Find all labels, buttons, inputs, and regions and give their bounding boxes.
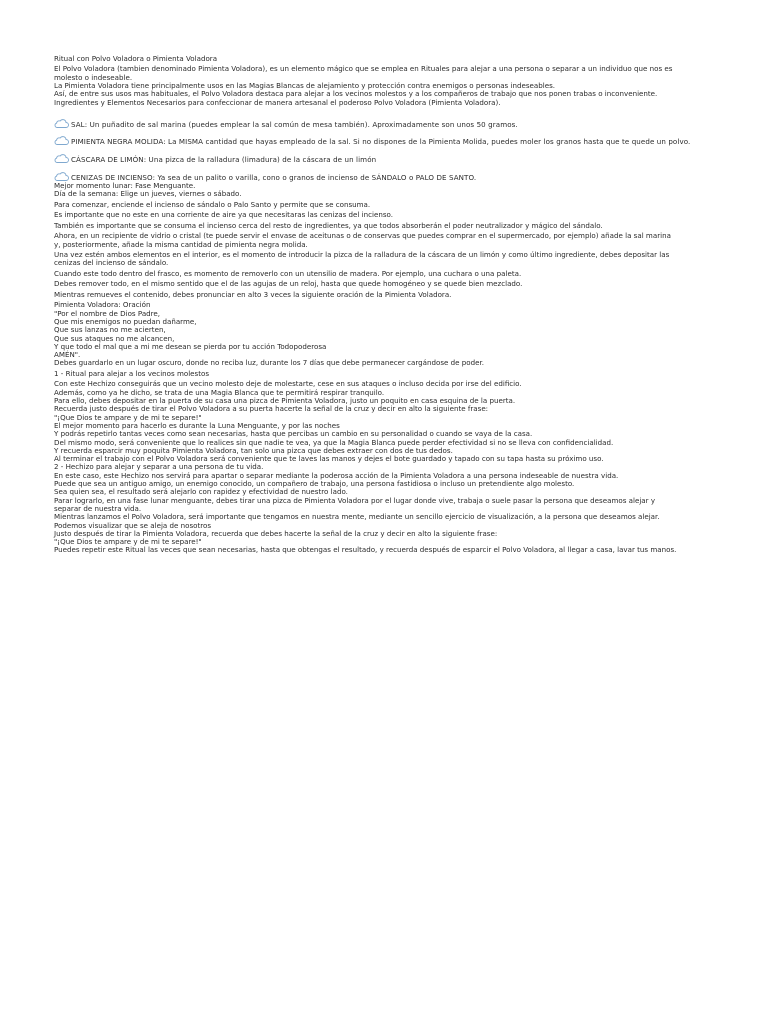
body-line: Mientras lanzamos el Polvo Voladora, será importante que tengamos en nuestra mente, mediante un sencillo ejercicio de visualización, a la persona que deseamos alejar. bbox=[54, 512, 660, 522]
cloud-icon bbox=[54, 171, 69, 182]
body-line: Para ello, debes depositar en la puerta de su casa una pizca de Pimienta Voladora, justo un poquito en casa esquina de la puerta. bbox=[54, 396, 516, 406]
body-line: Y recuerda esparcir muy poquita Pimienta Voladora, tan solo una pizca que debes extraer con dos de tus dedos. bbox=[54, 445, 453, 455]
prayer-block bbox=[54, 310, 716, 368]
cloud-icon bbox=[54, 135, 69, 146]
prayer-line: Que mis enemigos no puedan dañarme, bbox=[54, 317, 197, 326]
intro-line: La Pimienta Voladora tiene principalmente usos en las Magias Blancas de alejamiento y protección contra enemigos o personas indeseables. bbox=[54, 81, 556, 91]
section-1-body bbox=[54, 380, 716, 554]
body-line: Además, como ya he dicho, se trata de una Magia Blanca que te permitirá respirar tranquilo. bbox=[54, 387, 385, 397]
step-paragraph: Cuando este todo dentro del frasco, es momento de removerlo con un utensilio de madera. Por ejemplo, una cuchara o una paleta. bbox=[54, 268, 522, 278]
ingredient-item: CENIZAS DE INCIENSO: Ya sea de un palito o varilla, cono o granos de incienso de SÁNDALO o PALO DE SANTO. bbox=[54, 174, 716, 182]
step-paragraph: Es importante que no este en una corriente de aire ya que necesitaras las cenizas del incienso. bbox=[54, 210, 394, 220]
body-line: Puedes repetir este Ritual las veces que sean necesarias, hasta que obtengas el resultado, y recuerda después de esparcir el Polvo Voladora, al llegar a casa, lavar tus manos. bbox=[54, 545, 677, 555]
intro-block bbox=[54, 65, 716, 106]
body-line: Parar lograrlo, en una fase lunar menguante, debes tirar una pizca de Pimienta Voladora por el lugar donde vive, trabaja o suele pasar la persona que deseamos alejar y bbox=[54, 495, 656, 505]
body-line: Justo después de tirar la Pimienta Voladora, recuerda que debes hacerte la señal de la cruz y decir en alto la siguiente frase: bbox=[54, 528, 498, 538]
section-1-title: 1 - Ritual para alejar a los vecinos molestos bbox=[54, 368, 210, 378]
ingredient-item: SAL: Un puñadito de sal marina (puedes emplear la sal común de mesa también). Aproximadamente son unos 50 gramos. bbox=[54, 121, 716, 129]
body-line: Podemos visualizar que se aleja de nosotros bbox=[54, 520, 212, 530]
body-line: "¡Que Dios te ampare y de mi te separe!" bbox=[54, 537, 202, 547]
body-line: "¡Que Dios te ampare y de mi te separe!" bbox=[54, 412, 202, 422]
section-2-title: 2 - Hechizo para alejar y separar a una persona de tu vida. bbox=[54, 462, 264, 472]
document-title: Ritual con Polvo Voladora o Pimienta Voladora bbox=[54, 54, 218, 63]
prayer-line: "Por el nombre de Dios Padre, bbox=[54, 308, 161, 318]
body-line: Al terminar el trabajo con el Polvo Voladora será conveniente que te laves las manos y dejes el bote guardado y tapado con su tapa hasta su próximo uso. bbox=[54, 454, 604, 464]
body-line: En este caso, este Hechizo nos servirá para apartar o separar mediante la poderosa acción de la Pimienta Voladora a una persona indeseable de nuestra vida. bbox=[54, 470, 619, 480]
intro-line: Así, de entre sus usos mas habituales, el Polvo Voladora destaca para alejar a los vecinos molestos y a los compañeros de trabajo que nos ponen trabas o inconveniente. bbox=[54, 89, 658, 99]
ingredient-item: CÁSCARA DE LIMÓN: Una pizca de la ralladura (limadura) de la cáscara de un limón bbox=[54, 156, 716, 164]
step-paragraph: Debes remover todo, en el mismo sentido que el de las agujas de un reloj, hasta que quede homogéneo y se quede bien mezclado. bbox=[54, 279, 523, 289]
document-page bbox=[54, 55, 716, 555]
prayer-line: Y que todo el mal que a mi me desean se pierda por tu acción Todopoderosa bbox=[54, 341, 327, 351]
body-line: Del mismo modo, será conveniente que lo realices sin que nadie te vea, ya que la Magia Blanca puede perder efectividad si no se lleva con confidencialidad. bbox=[54, 437, 614, 447]
prayer-title: Pimienta Voladora: Oración bbox=[54, 300, 151, 310]
step-paragraph: Ahora, en un recipiente de vidrio o cristal (te puede servir el envase de aceitunas o de conservas que puedes comprar en el supermercado, por ejemplo) añade la sal marina y, posteriormente, añade la misma cantidad de pimienta negra molida. bbox=[54, 231, 671, 249]
ingredients-list bbox=[54, 121, 716, 182]
step-paragraph: También es importante que se consuma el incienso cerca del resto de ingredientes, ya que todos absorberán el poder neutralizador y mágico del sándalo. bbox=[54, 220, 603, 230]
moment-block bbox=[54, 182, 716, 199]
body-line: Puede que sea un antiguo amigo, un enemigo conocido, un compañero de trabajo, una persona fastidiosa o incluso un pretendiente algo molesto. bbox=[54, 479, 575, 489]
intro-line: molesto o indeseable. bbox=[54, 72, 133, 82]
steps-block bbox=[54, 201, 716, 299]
body-line: El mejor momento para hacerlo es durante la Luna Menguante, y por las noches bbox=[54, 420, 340, 430]
step-paragraph: Una vez estén ambos elementos en el interior, es el momento de introducir la pizca de la ralladura de la cáscara de un limón y como último ingrediente, debes depositar las cenizas del incienso de sándalo. bbox=[54, 250, 670, 268]
prayer-line: Que sus lanzas no me acierten, bbox=[54, 325, 166, 335]
prayer-line: Debes guardarlo en un lugar oscuro, donde no reciba luz, durante los 7 días que debe permanecer cargándose de poder. bbox=[54, 358, 485, 368]
cloud-icon bbox=[54, 118, 69, 129]
ingredient-item: PIMIENTA NEGRA MOLIDA: La MISMA cantidad que hayas empleado de la sal. Si no dispones de la Pimienta Molida, puedes moler los granos hasta que te quede un polvo. bbox=[54, 138, 716, 146]
cloud-icon bbox=[54, 153, 69, 164]
moment-line: Mejor momento lunar: Fase Menguante. bbox=[54, 181, 196, 191]
body-line: Y podrás repetirlo tantas veces como sean necesarias, hasta que percibas un cambio en su personalidad o cuando se vaya de la casa. bbox=[54, 429, 533, 439]
body-line: separar de nuestra vida. bbox=[54, 503, 142, 513]
body-line: Recuerda justo después de tirar el Polvo Voladora a su puerta hacerte la señal de la cruz y decir en alto la siguiente frase: bbox=[54, 404, 489, 414]
step-paragraph: Mientras remueves el contenido, debes pronunciar en alto 3 veces la siguiente oración de la Pimienta Voladora. bbox=[54, 289, 452, 299]
intro-line: Ingredientes y Elementos Necesarios para confeccionar de manera artesanal el poderoso Polvo Voladora (Pimienta Voladora). bbox=[54, 97, 501, 107]
step-paragraph: Para comenzar, enciende el incienso de sándalo o Palo Santo y permite que se consuma. bbox=[54, 199, 371, 209]
body-line: Con este Hechizo conseguirás que un vecino molesto deje de molestarte, cese en sus ataques o incluso decida por irse del edificio. bbox=[54, 379, 522, 389]
body-line: Sea quien sea, el resultado será alejarlo con rapidez y efectividad de nuestro lado. bbox=[54, 487, 348, 497]
moment-line: Día de la semana: Elige un jueves, viernes o sábado. bbox=[54, 189, 242, 199]
prayer-line: AMÉN". bbox=[54, 350, 81, 360]
intro-line: El Polvo Voladora (tambien denominado Pimienta Voladora), es un elemento mágico que se emplea en Rituales para alejar a una persona o separar a un individuo que nos es bbox=[54, 64, 673, 74]
prayer-line: Que sus ataques no me alcancen, bbox=[54, 333, 175, 343]
